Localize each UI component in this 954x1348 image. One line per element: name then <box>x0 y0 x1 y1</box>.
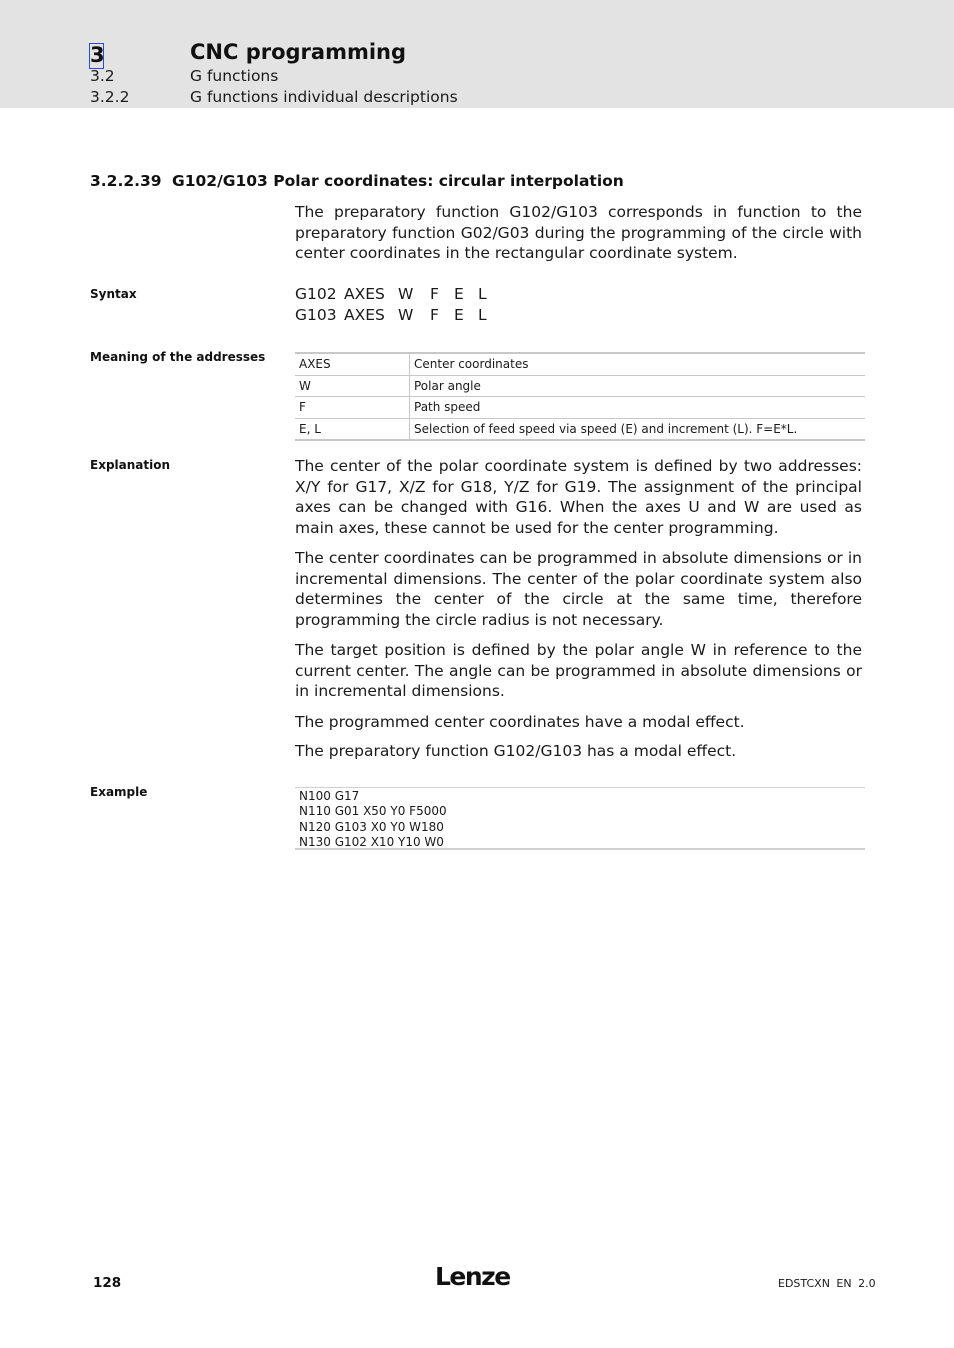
page-number: 128 <box>93 1275 122 1291</box>
explanation-paragraph: The center of the polar coordinate system is defined by two addresses: X/Y for G17, X/Z for G18, Y/Z for G19. The assignment of the principal axes can be changed with G16. When the axes U and W are used as main axes, these cannot be used for the center programming. <box>295 457 862 538</box>
meaning-cell: Polar angle <box>410 375 866 397</box>
breadcrumb-title: G functions <box>190 67 279 85</box>
syntax-token: L <box>478 306 487 324</box>
explanation-paragraph: The center coordinates can be programmed in absolute dimensions or in incremental dimensions. The center of the polar coordinate system also determines the center of the circle at the same time, therefore programming the circle radius is not necessary. <box>295 549 862 630</box>
table-row <box>295 418 865 440</box>
meaning-cell: Path speed <box>410 397 866 419</box>
section-heading <box>90 172 624 190</box>
table-row <box>295 353 865 375</box>
syntax-token: G103 <box>295 306 337 324</box>
address-cell: AXES <box>295 353 410 375</box>
chapter-number-link[interactable]: 3 <box>90 43 105 67</box>
code-line: N130 G102 X10 Y10 W0 <box>299 834 444 849</box>
syntax-label: Syntax <box>90 287 137 301</box>
document-id: EDSTCXN EN 2.0 <box>778 1277 876 1290</box>
header-band <box>0 0 954 108</box>
breadcrumb-number: 3.2 <box>90 67 115 85</box>
syntax-token: G102 <box>295 285 337 303</box>
example-label: Example <box>90 785 148 799</box>
syntax-token: W <box>398 285 414 303</box>
syntax-token: AXES <box>344 285 385 303</box>
explanation-label: Explanation <box>90 458 171 472</box>
intro-paragraph: The preparatory function G102/G103 corresponds in function to the preparatory function G02/G03 during the programming of the circle with center coordinates in the rectangular coordinate system. <box>295 203 862 263</box>
lenze-logo: Lenze <box>435 1262 510 1291</box>
code-line: N120 G103 X0 Y0 W180 <box>299 819 444 834</box>
syntax-line <box>295 285 487 303</box>
syntax-token: E <box>454 285 464 303</box>
address-cell: F <box>295 397 410 419</box>
syntax-token: F <box>430 285 439 303</box>
meaning-cell: Selection of feed speed via speed (E) and increment (L). F=E*L. <box>410 418 866 440</box>
address-cell: E, L <box>295 418 410 440</box>
section-number: 3.2.2.39 <box>90 172 162 190</box>
table-row <box>295 375 865 397</box>
chapter-title: CNC programming <box>190 40 407 64</box>
breadcrumb-title: G functions individual descriptions <box>190 88 458 106</box>
syntax-token: W <box>398 306 414 324</box>
meaning-cell: Center coordinates <box>410 353 866 375</box>
explanation-paragraph: The preparatory function G102/G103 has a modal effect. <box>295 742 737 760</box>
address-cell: W <box>295 375 410 397</box>
syntax-token: AXES <box>344 306 385 324</box>
syntax-token: F <box>430 306 439 324</box>
breadcrumb-number: 3.2.2 <box>90 88 130 106</box>
syntax-line <box>295 306 487 324</box>
explanation-paragraph: The programmed center coordinates have a modal effect. <box>295 713 745 731</box>
addresses-table <box>295 352 865 441</box>
example-code-block <box>295 787 865 850</box>
code-line: N110 G01 X50 Y0 F5000 <box>299 804 447 818</box>
syntax-token: E <box>454 306 464 324</box>
table-row <box>295 397 865 419</box>
section-title: G102/G103 Polar coordinates: circular interpolation <box>172 172 624 190</box>
explanation-paragraph: The target position is defined by the polar angle W in reference to the current center. The angle can be programmed in absolute dimensions or in incremental dimensions. <box>295 641 862 701</box>
code-line: N100 G17 <box>299 789 360 803</box>
syntax-token: L <box>478 285 487 303</box>
addresses-label: Meaning of the addresses <box>90 350 266 364</box>
